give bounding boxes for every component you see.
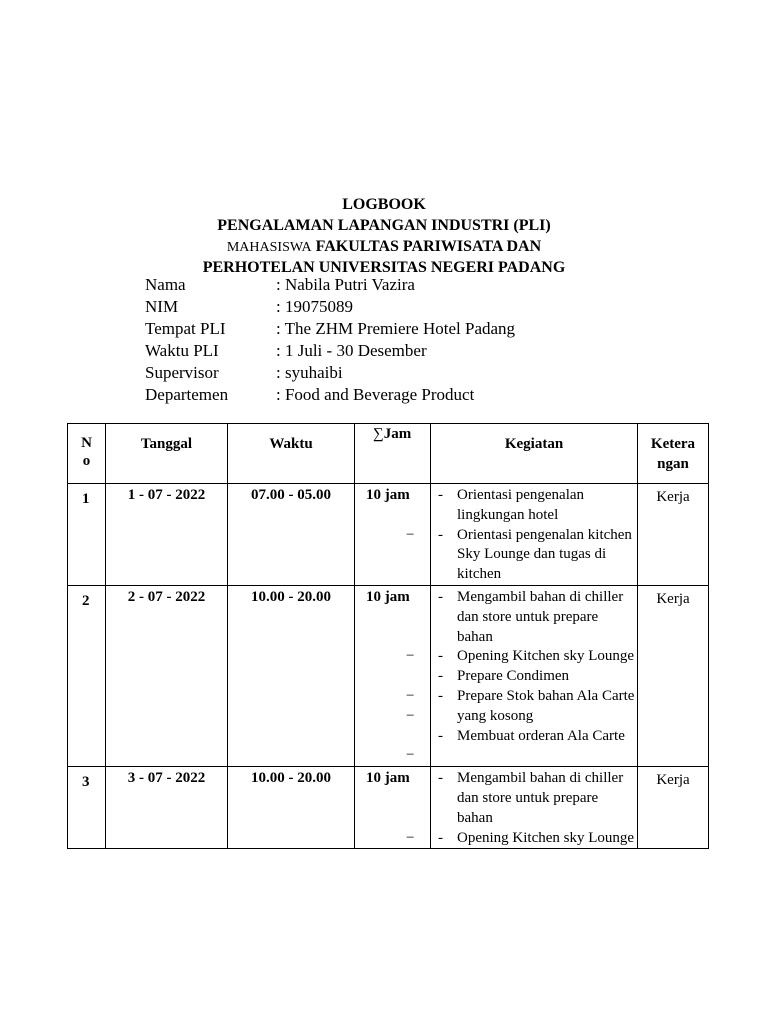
activity-list [431,767,637,848]
table-header-row [68,424,709,484]
info-value: : syuhaibi [276,363,343,382]
row-hours [355,484,431,586]
info-row-tempat [145,318,515,340]
info-label: Departemen [145,385,229,404]
info-value: : Nabila Putri Vazira [276,275,415,294]
activity-item: - Opening Kitchen sky Lounge [431,647,637,667]
info-label: Supervisor [145,363,219,382]
table-row [68,767,709,849]
row-hours [355,585,431,766]
sigma-icon: ∑ [373,426,384,442]
program-title: PENGALAMAN LAPANGAN INDUSTRI (PLI) [217,217,551,234]
row-number: 2 [68,585,106,766]
info-value: : Food and Beverage Product [276,385,475,404]
info-row-supervisor [145,362,515,384]
row-date: 1 - 07 - 2022 [106,484,228,586]
row-note: Kerja [638,484,709,586]
row-date: 2 - 07 - 2022 [106,585,228,766]
info-label: NIM [145,297,179,316]
hours-value: 10 jam [366,588,410,605]
row-number: 3 [68,767,106,849]
row-number: 1 [68,484,106,586]
activity-item: - Prepare Stok bahan Ala Carte yang kosong [431,687,637,727]
activity-item: - Mengambil bahan di chiller dan store untuk prepare bahan [431,588,637,647]
row-date: 3 - 07 - 2022 [106,767,228,849]
hours-value: 10 jam [366,770,410,787]
row-time: 07.00 - 05.00 [228,484,355,586]
header-text: o [82,453,91,469]
row-activities [431,484,638,586]
dash-mark: − [406,747,415,764]
hours-gap [366,789,430,809]
hours-gap [366,809,430,829]
table-row [68,484,709,586]
dash-mark: − [406,687,415,704]
hours-gap [366,667,430,687]
hours-gap [366,608,430,628]
logbook-table [67,423,709,849]
row-time: 10.00 - 20.00 [228,767,355,849]
row-hours [355,767,431,849]
info-row-departemen [145,384,515,406]
dash-mark: − [406,526,415,543]
row-activities [431,767,638,849]
hours-gap [366,727,430,747]
info-label: Tempat PLI [145,319,226,338]
header-text: N [81,435,92,451]
info-value: : The ZHM Premiere Hotel Padang [276,319,516,338]
header-text: Jam [383,426,412,442]
activity-list [431,484,637,585]
row-activities [431,585,638,766]
info-row-waktu [145,340,515,362]
university-line: PERHOTELAN UNIVERSITAS NEGERI PADANG [202,259,566,276]
table-row [68,585,709,766]
row-note: Kerja [638,585,709,766]
activity-item: - Orientasi pengenalan lingkungan hotel [431,486,637,526]
hours-value: 10 jam [366,487,410,503]
info-row-nim [145,296,515,318]
col-header-jam [355,424,431,484]
dash-mark: − [406,648,415,665]
col-header-no [68,424,106,484]
student-info [145,274,515,406]
faculty-name: FAKULTAS PARIWISATA DAN [311,238,542,255]
header-text: ngan [657,456,689,472]
info-value: : 19075089 [276,297,353,316]
info-label: Waktu PLI [145,341,219,360]
info-label: Nama [145,275,186,294]
activity-item: - Mengambil bahan di chiller dan store untuk prepare bahan [431,769,637,828]
info-row-nama [145,274,515,296]
logbook-title: LOGBOOK [342,196,426,213]
activity-item: - Membuat orderan Ala Carte [431,727,637,747]
info-value: : 1 Juli - 30 Desember [276,341,427,360]
hours-gap [366,506,430,526]
dash-mark: − [406,829,415,846]
activity-item: - Prepare Condimen [431,667,637,687]
col-header-keterangan [638,424,709,484]
faculty-prefix: MAHASISWA [226,240,312,255]
dash-mark: − [406,707,415,724]
col-header-kegiatan: Kegiatan [431,424,638,484]
col-header-tanggal: Tanggal [106,424,228,484]
activity-list [431,586,637,746]
header-text: Ketera [650,436,696,452]
col-header-waktu: Waktu [228,424,355,484]
faculty-line [0,237,768,258]
hours-gap [366,628,430,648]
row-time: 10.00 - 20.00 [228,585,355,766]
activity-item: - Opening Kitchen sky Lounge [431,829,637,849]
row-note: Kerja [638,767,709,849]
activity-item: - Orientasi pengenalan kitchen Sky Lounge dan tugas di kitchen [431,526,637,585]
